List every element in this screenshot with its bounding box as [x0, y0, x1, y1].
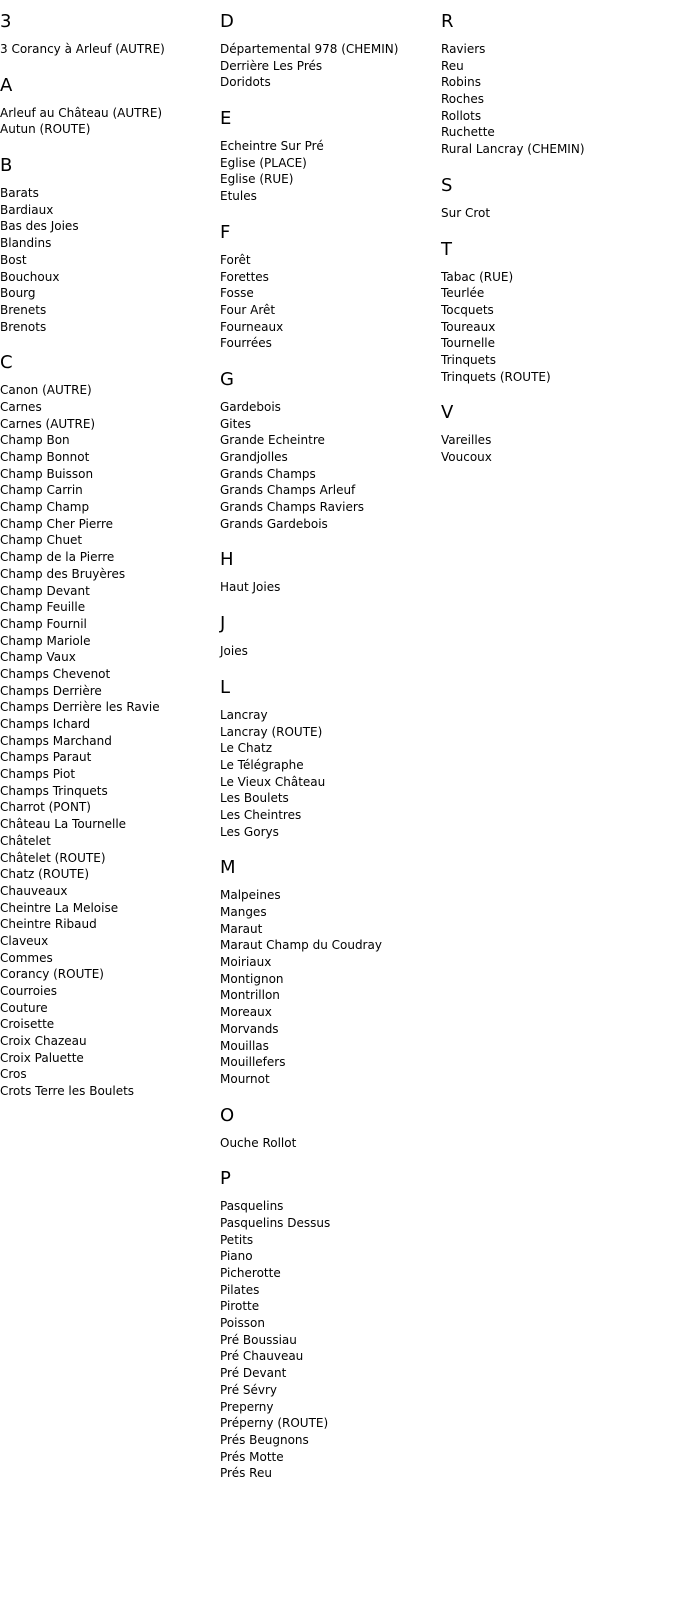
letter-group: [441, 175, 661, 222]
street-item: Champ Carrin: [0, 483, 83, 498]
letter-group: [441, 239, 661, 386]
street-item: Champ Champ: [0, 500, 90, 515]
street-item: Maraut: [220, 921, 263, 936]
street-item: Champ Buisson: [0, 466, 94, 481]
street-item: Eglise (PLACE): [220, 155, 307, 170]
street-item: Rollots: [441, 108, 482, 123]
street-item: Haut Joies: [220, 580, 281, 595]
street-item: Cros: [0, 1067, 27, 1082]
street-item: Carnes: [0, 399, 42, 414]
street-list: [0, 41, 220, 58]
letter-group: [220, 857, 440, 1087]
street-list: [441, 432, 661, 465]
letter-group: [220, 369, 440, 533]
street-item: Champs Ichard: [0, 717, 91, 731]
street-item: Forettes: [220, 269, 269, 284]
street-item: Grands Gardebois: [220, 516, 328, 531]
letter-group: [220, 613, 440, 660]
street-item: Les Boulets: [220, 791, 289, 806]
street-item: Bost: [0, 252, 27, 267]
letter-heading: F: [220, 221, 231, 243]
letter-group: [0, 75, 220, 138]
street-item: Fourneaux: [220, 319, 284, 334]
street-item: Châtelet (ROUTE): [0, 850, 106, 865]
street-item: Couture: [0, 1000, 48, 1015]
street-item: Mouillefers: [220, 1055, 286, 1070]
street-item: Tocquets: [441, 302, 494, 317]
street-item: Mournot: [220, 1071, 270, 1086]
street-list: [0, 105, 220, 138]
street-item: Croix Paluette: [0, 1050, 84, 1065]
street-item: Champ de la Pierre: [0, 550, 115, 565]
letter-group: [0, 155, 220, 335]
street-item: Pré Boussiau: [220, 1332, 297, 1347]
street-list: [220, 707, 440, 841]
street-item: Le Vieux Château: [220, 774, 326, 789]
street-item: Château La Tournelle: [0, 817, 127, 832]
street-item: Crots Terre les Boulets: [0, 1084, 135, 1099]
street-item: Bardiaux: [0, 202, 54, 217]
street-item: Poisson: [220, 1316, 265, 1331]
letter-group: [0, 11, 220, 58]
letter-heading: R: [441, 11, 454, 32]
letter-heading: H: [220, 549, 234, 571]
street-item: Champs Chevenot: [0, 666, 111, 681]
street-item: Cheintre Ribaud: [0, 917, 97, 932]
index-column: [0, 0, 220, 1117]
street-item: Preperny: [220, 1399, 274, 1414]
street-item: Les Cheintres: [220, 807, 302, 822]
street-item: Bouchoux: [0, 269, 60, 284]
street-item: Canon (AUTRE): [0, 383, 92, 398]
street-item: Blandins: [0, 236, 52, 251]
street-item: Eglise (RUE): [220, 172, 294, 187]
street-item: Carnes (AUTRE): [0, 416, 96, 431]
street-item: Four Arêt: [220, 302, 276, 317]
street-item: Brenots: [0, 319, 47, 334]
street-list: [220, 643, 440, 660]
street-list: [220, 252, 440, 352]
street-item: Robins: [441, 75, 481, 90]
street-item: Champ des Bruyères: [0, 566, 126, 581]
street-item: Prés Motte: [220, 1449, 284, 1464]
street-item: Départemental 978 (CHEMIN): [220, 42, 399, 56]
street-item: Toureaux: [441, 319, 496, 334]
street-item: Manges: [220, 905, 267, 919]
street-item: Moreaux: [220, 1005, 272, 1020]
street-item: Grands Champs Arleuf: [220, 483, 356, 498]
street-item: Maraut Champ du Coudray: [220, 938, 382, 953]
letter-heading: A: [0, 74, 13, 96]
street-item: Tabac (RUE): [441, 269, 514, 284]
street-item: Courroies: [0, 984, 58, 998]
street-item: Champ Fournil: [0, 616, 87, 631]
street-item: Voucoux: [441, 450, 492, 464]
street-item: Lancray (ROUTE): [220, 724, 323, 739]
street-item: Bourg: [0, 286, 36, 301]
letter-group: [441, 11, 661, 158]
letter-group: [0, 352, 220, 1100]
street-item: Pasquelins Dessus: [220, 1215, 331, 1230]
street-item: Chatz (ROUTE): [0, 867, 89, 882]
street-item: Autun (ROUTE): [0, 122, 91, 137]
letter-heading: O: [220, 1104, 235, 1126]
street-item: Ouche Rollot: [220, 1135, 297, 1150]
letter-group: [441, 402, 661, 465]
street-item: Sur Crot: [441, 205, 491, 220]
street-item: Reu: [441, 58, 464, 73]
street-item: Fourrées: [220, 336, 272, 351]
street-item: Gites: [220, 416, 251, 431]
street-item: Arleuf au Château (AUTRE): [0, 105, 163, 120]
street-item: Champ Bonnot: [0, 450, 90, 464]
street-item: Bas des Joies: [0, 219, 79, 234]
street-list: [0, 185, 220, 335]
letter-heading: T: [441, 238, 452, 260]
street-item: Grandjolles: [220, 450, 288, 464]
street-item: Le Télégraphe: [220, 757, 304, 772]
street-list: [0, 382, 220, 1100]
letter-heading: V: [441, 402, 454, 424]
street-item: Pilates: [220, 1282, 260, 1297]
street-list: [441, 269, 661, 386]
letter-heading: C: [0, 352, 13, 374]
street-list: [220, 138, 440, 205]
street-item: Croix Chazeau: [0, 1034, 87, 1049]
street-item: Commes: [0, 950, 53, 965]
street-item: Les Gorys: [220, 824, 279, 839]
street-item: Champs Piot: [0, 767, 76, 782]
street-item: Champ Mariole: [0, 633, 91, 648]
street-item: Pré Devant: [220, 1366, 287, 1381]
letter-heading: B: [0, 155, 13, 177]
street-item: Roches: [441, 92, 484, 107]
letter-heading: S: [441, 174, 453, 196]
street-item: Raviers: [441, 42, 486, 56]
street-item: Prés Beugnons: [220, 1432, 309, 1447]
street-list: [220, 41, 440, 91]
street-item: Prés Reu: [220, 1466, 272, 1481]
street-item: Pré Chauveau: [220, 1349, 304, 1364]
street-item: Grande Echeintre: [220, 433, 325, 448]
street-item: Grands Champs: [220, 466, 316, 481]
street-item: Malpeines: [220, 888, 281, 903]
street-item: Pré Sévry: [220, 1382, 278, 1397]
street-item: Cheintre La Meloise: [0, 900, 119, 915]
street-item: Châtelet: [0, 833, 51, 848]
letter-heading: G: [220, 368, 234, 390]
letter-heading: 3: [0, 11, 12, 32]
street-item: Joies: [220, 644, 248, 659]
street-item: 3 Corancy à Arleuf (AUTRE): [0, 42, 165, 56]
index-column: [220, 0, 440, 1499]
street-item: Gardebois: [220, 399, 281, 414]
street-item: Morvands: [220, 1021, 279, 1036]
street-list: [220, 399, 440, 533]
street-list: [220, 579, 440, 596]
street-list: [220, 1198, 440, 1482]
letter-group: [220, 1105, 440, 1152]
street-item: Champ Vaux: [0, 650, 76, 665]
street-item: Barats: [0, 186, 39, 201]
street-item: Trinquets: [441, 352, 497, 367]
street-item: Champs Derrière: [0, 683, 102, 698]
street-list: [441, 41, 661, 158]
letter-group: [220, 108, 440, 205]
street-item: Champ Chuet: [0, 533, 83, 548]
street-list: [441, 205, 661, 222]
letter-heading: E: [220, 108, 232, 130]
street-item: Champ Devant: [0, 583, 90, 598]
letter-group: [220, 11, 440, 91]
street-item: Champ Bon: [0, 433, 70, 448]
street-item: Derrière Les Prés: [220, 58, 323, 73]
letter-group: [220, 222, 440, 352]
letter-group: [220, 1168, 440, 1482]
street-item: Champs Trinquets: [0, 783, 108, 798]
street-item: Fosse: [220, 286, 254, 301]
street-item: Tournelle: [441, 336, 495, 351]
street-item: Champs Derrière les Ravie: [0, 700, 160, 715]
index-column: [441, 0, 661, 483]
street-item: Montignon: [220, 971, 284, 986]
street-item: Etules: [220, 189, 257, 204]
street-item: Claveux: [0, 933, 49, 948]
street-item: Brenets: [0, 302, 47, 317]
street-item: Corancy (ROUTE): [0, 967, 104, 982]
street-item: Préperny (ROUTE): [220, 1416, 329, 1431]
street-item: Rural Lancray (CHEMIN): [441, 142, 585, 157]
street-item: Croisette: [0, 1017, 55, 1032]
letter-heading: D: [220, 11, 234, 32]
street-item: Pasquelins: [220, 1199, 284, 1214]
street-list: [220, 887, 440, 1087]
street-item: Doridots: [220, 75, 271, 90]
street-item: Echeintre Sur Pré: [220, 139, 324, 154]
letter-group: [220, 549, 440, 596]
street-item: Picherotte: [220, 1266, 281, 1280]
letter-heading: J: [220, 613, 226, 635]
letter-heading: P: [220, 1168, 231, 1190]
street-item: Piano: [220, 1249, 253, 1264]
street-item: Champ Cher Pierre: [0, 516, 114, 531]
street-item: Grands Champs Raviers: [220, 500, 365, 515]
street-item: Montrillon: [220, 988, 280, 1003]
street-item: Le Chatz: [220, 741, 273, 756]
letter-group: [220, 677, 440, 841]
street-item: Charrot (PONT): [0, 800, 91, 815]
street-item: Petits: [220, 1232, 254, 1247]
street-item: Teurlée: [441, 286, 485, 301]
letter-heading: M: [220, 857, 236, 879]
street-item: Champs Paraut: [0, 750, 92, 765]
street-item: Moiriaux: [220, 955, 272, 970]
street-item: Pirotte: [220, 1299, 260, 1314]
street-item: Vareilles: [441, 433, 492, 448]
street-item: Champ Feuille: [0, 600, 86, 615]
letter-heading: L: [220, 676, 231, 698]
street-item: Chauveaux: [0, 883, 68, 898]
street-list: [220, 1135, 440, 1152]
street-item: Forêt: [220, 252, 251, 267]
street-item: Lancray: [220, 707, 268, 722]
street-item: Trinquets (ROUTE): [441, 369, 551, 384]
street-item: Ruchette: [441, 125, 495, 140]
street-item: Mouillas: [220, 1038, 269, 1053]
street-item: Champs Marchand: [0, 733, 112, 748]
